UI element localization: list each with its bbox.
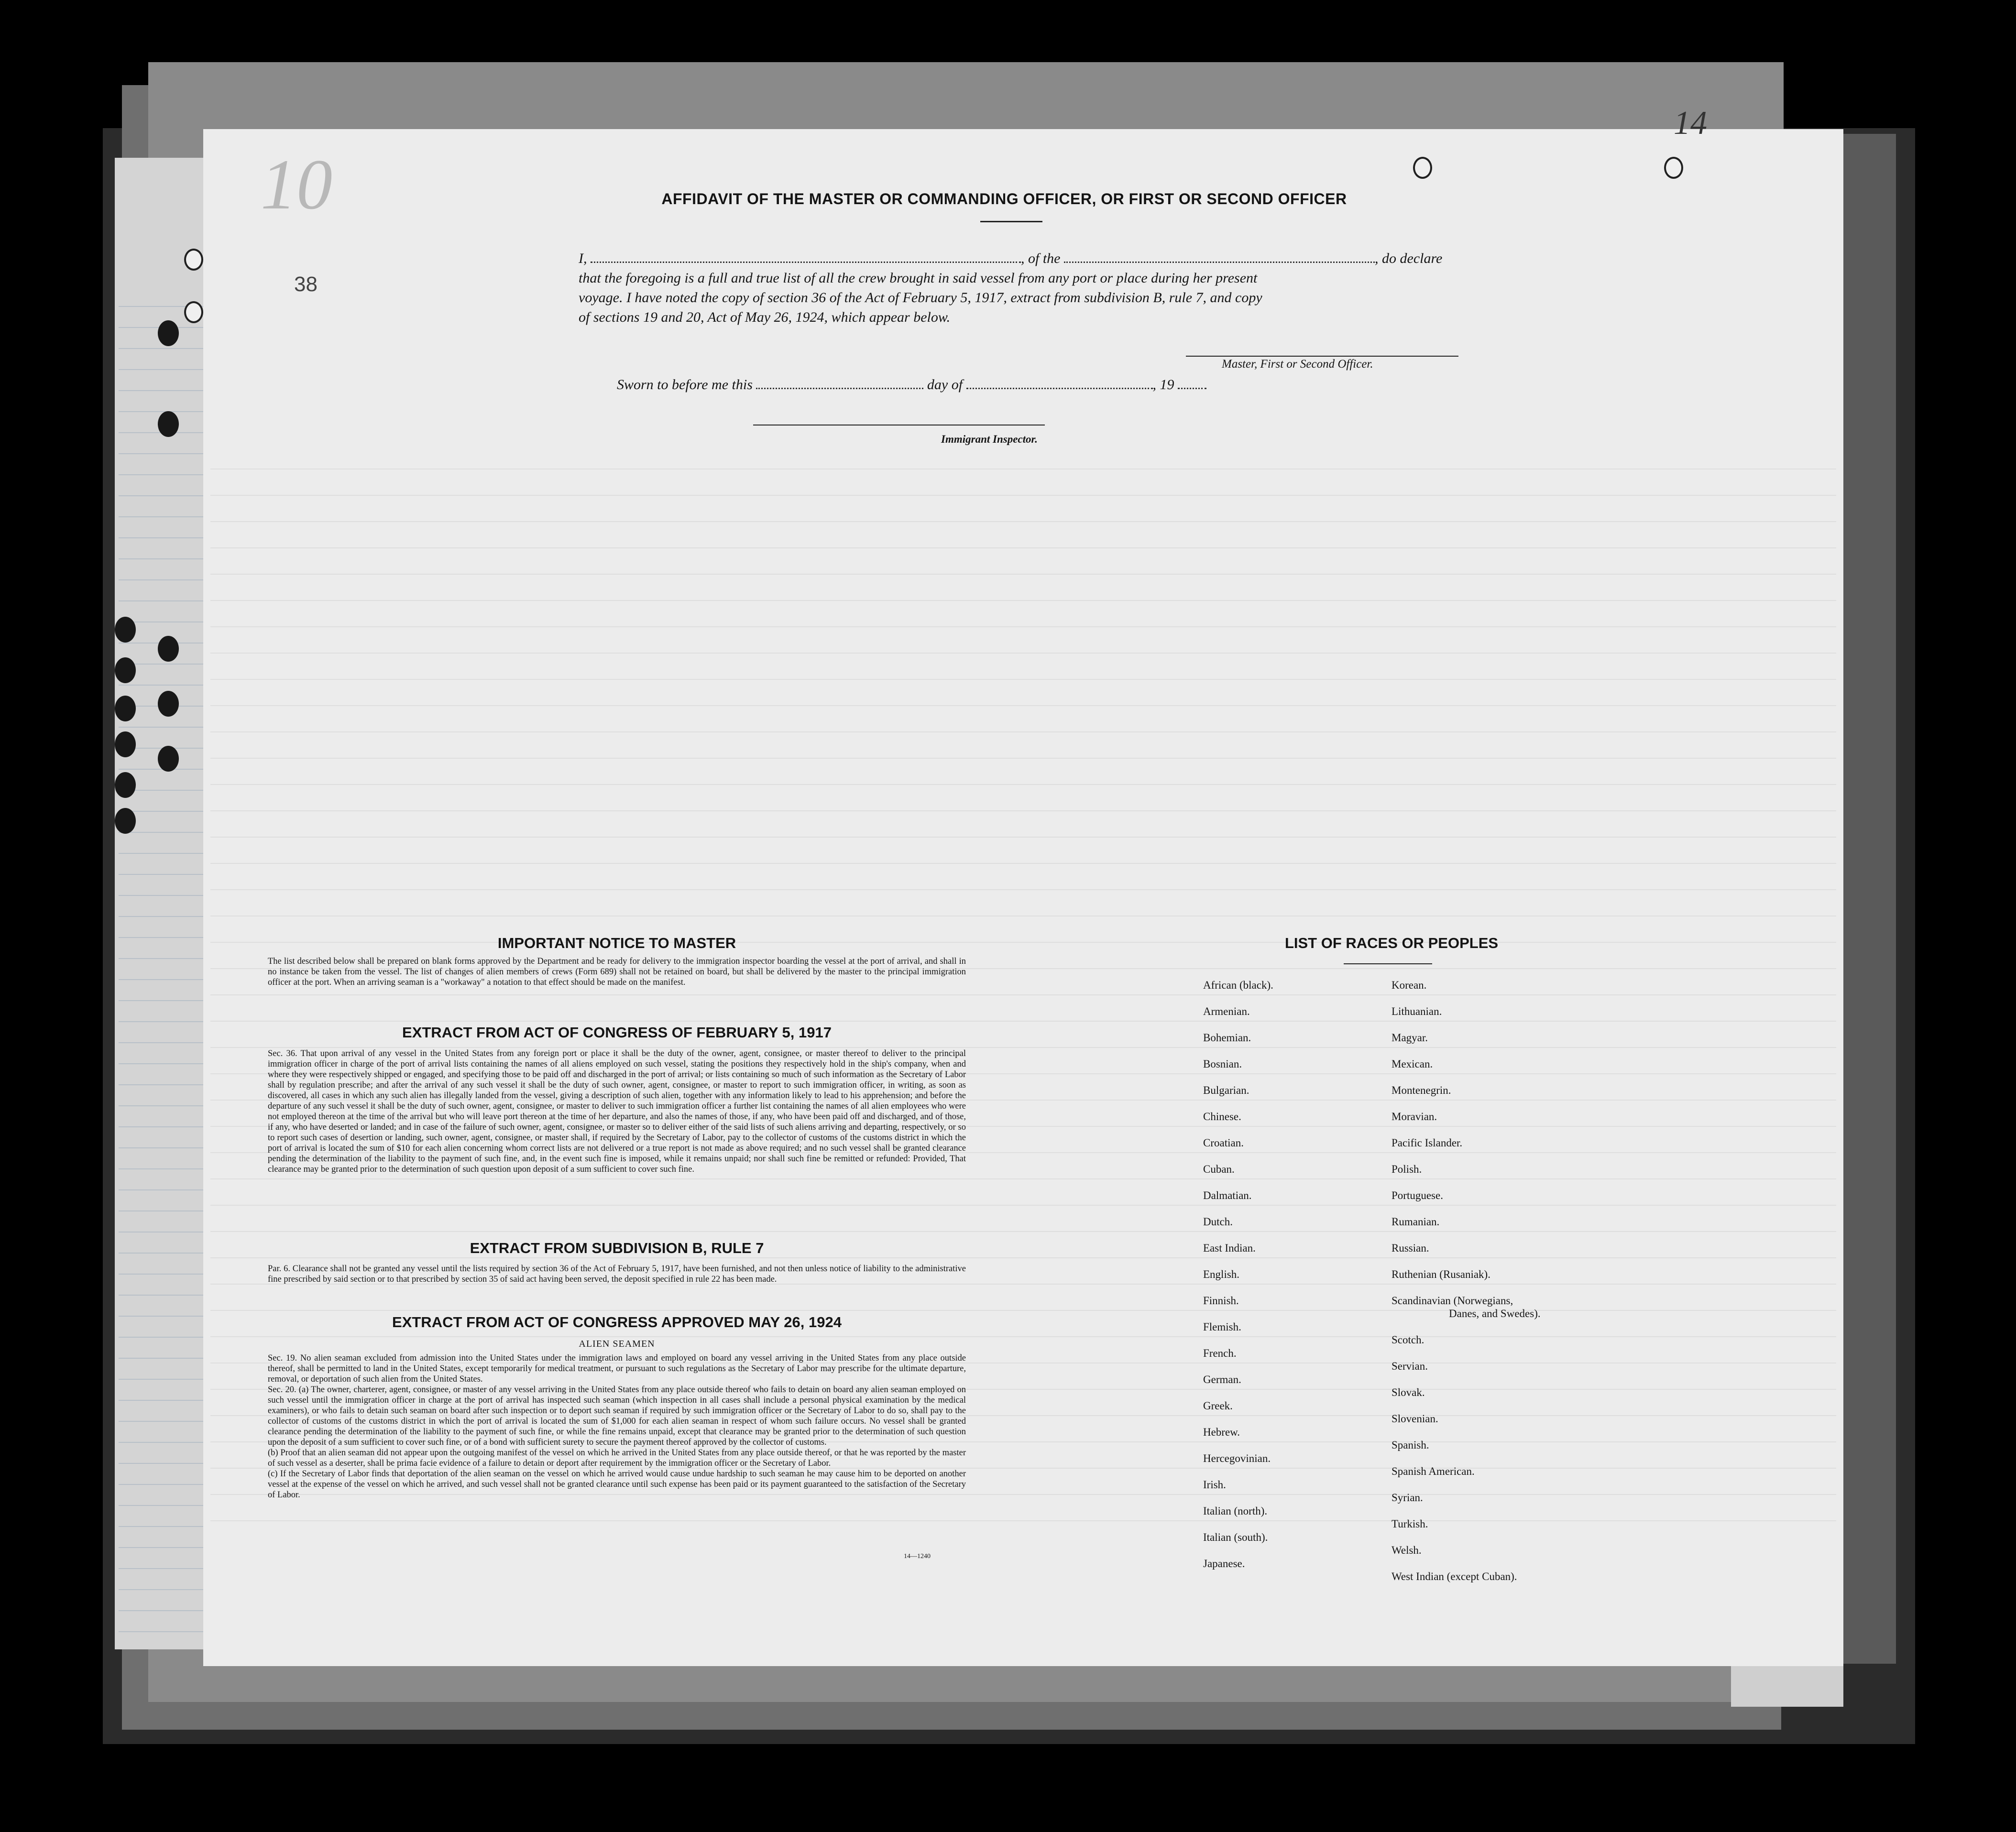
ghost-row-line — [210, 1047, 1836, 1048]
ghost-row-line — [210, 994, 1836, 995]
affidavit-declaration — [579, 249, 1492, 327]
races-underline — [1344, 963, 1432, 964]
ghost-row-line — [210, 810, 1836, 811]
punch-hole-icon — [158, 411, 179, 437]
rule7-text: Par. 6. Clearance shall not be granted any vessel until the lists required by section 36 of the Act of February 5, 1917, have been furnished, and not then unless notice of liability to the administrative fine prescribed by said section or to that prescribed by section 35 of said act having been served, the deposit specified in rule 22 has been made. — [268, 1264, 966, 1284]
rule7-title: EXTRACT FROM SUBDIVISION B, RULE 7 — [470, 1240, 764, 1256]
handwritten-page-number: 10 — [261, 145, 332, 224]
race-entry: Slovenian. — [1391, 1413, 1438, 1425]
race-entry: Dalmatian. — [1203, 1189, 1252, 1201]
ghost-row-line — [210, 863, 1836, 864]
ghost-row-line — [210, 495, 1836, 496]
race-entry: Danes, and Swedes). — [1449, 1308, 1541, 1319]
notice-body — [268, 956, 966, 988]
race-entry: Montenegrin. — [1391, 1084, 1451, 1096]
ghost-row-line — [210, 837, 1836, 838]
race-entry: Scotch. — [1391, 1334, 1424, 1346]
race-entry: Spanish. — [1391, 1439, 1429, 1451]
ghost-row-line — [210, 600, 1836, 601]
declaration-of-the: , of the — [1021, 251, 1061, 266]
race-entry: Croatian. — [1203, 1137, 1244, 1149]
shadow-right-edge — [1843, 134, 1896, 1664]
declaration-line-3: voyage. I have noted the copy of section 36 of the Act of February 5, 1917, extract from subdivision B, rule 7, and copy — [579, 290, 1262, 305]
ghost-row-line — [210, 679, 1836, 680]
race-entry: Lithuanian. — [1391, 1005, 1442, 1017]
sec20b-text: (b) Proof that an alien seaman did not appear upon the outgoing manifest of the vessel on which he arrived in the United States from any place outside thereof, or that he was reported by the master of such vessel as a deserter, shall be prima facie evidence of a failure to detain or deport after requirement by the immigration officer or the Secretary of Labor. — [268, 1448, 966, 1468]
officer-name-blank[interactable] — [591, 262, 1021, 263]
sworn-label: Sworn to before me this — [617, 377, 753, 393]
race-entry: Magyar. — [1391, 1032, 1428, 1044]
race-entry: Finnish. — [1203, 1295, 1239, 1307]
punch-hole-icon — [115, 657, 136, 683]
vessel-name-blank[interactable] — [1064, 262, 1375, 263]
extract-1917-title: EXTRACT FROM ACT OF CONGRESS OF FEBRUARY 5, 1917 — [402, 1024, 832, 1041]
race-entry: Turkish. — [1391, 1518, 1428, 1530]
notice-title: IMPORTANT NOTICE TO MASTER — [497, 935, 736, 951]
race-entry: Portuguese. — [1391, 1189, 1443, 1201]
inspector-label: Immigrant Inspector. — [941, 433, 1038, 445]
sworn-date-blank[interactable] — [756, 388, 923, 389]
race-entry: Korean. — [1391, 979, 1427, 991]
sworn-month-blank[interactable] — [966, 388, 1153, 389]
race-entry: Italian (south). — [1203, 1531, 1268, 1543]
ghost-row-line — [210, 889, 1836, 890]
sec20a-text: Sec. 20. (a) The owner, charterer, agent, consignee, or master of any vessel arriving in the United States from any place outside thereof who fails to detain on board any alien seaman employed on such vessel until the immigration officer in charge at the port of arrival has inspected such seaman (which inspection in all cases shall include a personal physical examination by the medical examiners), or who fails to detain such seaman on board after such inspection or to deport such seaman if required by such immigration officer or the Secretary of Labor to do so, shall pay to the collector of customs of the customs district in which the port of arrival is located the sum of $1,000 for each alien seaman in respect of whom such failure occurs. No vessel shall be granted clearance pending the determination of the liability to the payment of such fine, or while the fine remains unpaid, except that clearance may be granted prior to the determination of such question upon the deposit of a sum sufficient to cover such fine, or of a bond with sufficient surety to secure the payment thereof approved by the collector of customs. — [268, 1385, 966, 1447]
ghost-row-line — [210, 521, 1836, 522]
notice-text: The list described below shall be prepared on blank forms approved by the Department and be ready for delivery to the immigration inspector boarding the vessel at the port of arrival, and shall in no instance be taken from the vessel. The list of changes of alien members of crews (Form 689) shall not be retained on board, but shall be delivered by the master to the principal immigration officer at the port. When an arriving seaman is a "workaway" a notation to that effect should be made on the manifest. — [268, 957, 966, 987]
race-entry: Italian (north). — [1203, 1505, 1268, 1517]
sec20c-text: (c) If the Secretary of Labor finds that deportation of the alien seaman on the vessel on which he arrived would cause undue hardship to such seaman he may cause him to be deported on another vessel at the expense of the vessel on which he arrived, and such vessel shall not be granted clearance until such expense has been paid or its payment guaranteed to the satisfaction of the Secretary of Labor. — [268, 1469, 966, 1500]
ghost-row-line — [210, 1257, 1836, 1258]
affidavit-title: AFFIDAVIT OF THE MASTER OR COMMANDING OFFICER, OR FIRST OR SECOND OFFICER — [661, 190, 1347, 207]
sworn-day-label: day of — [927, 377, 963, 393]
punch-hole-icon — [158, 691, 179, 717]
race-entry: Irish. — [1203, 1479, 1226, 1491]
ghost-row-line — [210, 1231, 1836, 1232]
declaration-do-declare: , do declare — [1375, 251, 1443, 266]
ghost-row-line — [210, 1310, 1836, 1311]
declaration-line-2: that the foregoing is a full and true list of all the crew brought in said vessel from any port or place during her present — [579, 270, 1258, 286]
race-entry: Slovak. — [1391, 1386, 1425, 1398]
race-entry: Chinese. — [1203, 1111, 1241, 1123]
race-entry: Bohemian. — [1203, 1032, 1251, 1044]
race-entry: West Indian (except Cuban). — [1391, 1570, 1517, 1582]
ghost-row-line — [210, 705, 1836, 706]
ghost-row-line — [210, 1021, 1836, 1022]
extract-1924-title: EXTRACT FROM ACT OF CONGRESS APPROVED MAY 26, 1924 — [392, 1314, 842, 1330]
ghost-row-line — [210, 731, 1836, 732]
ghost-row-line — [210, 1205, 1836, 1206]
race-entry: Hercegovinian. — [1203, 1452, 1271, 1464]
race-entry: Scandinavian (Norwegians, — [1391, 1295, 1513, 1307]
sworn-line — [617, 377, 1206, 393]
race-entry: Cuban. — [1203, 1163, 1235, 1175]
punch-hole-icon — [158, 636, 179, 662]
declaration-line-4: of sections 19 and 20, Act of May 26, 1924, which appear below. — [579, 309, 951, 325]
binder-ring-icon — [184, 301, 203, 323]
race-entry: Spanish American. — [1391, 1465, 1475, 1477]
race-entry: Armenian. — [1203, 1005, 1250, 1017]
race-entry: Pacific Islander. — [1391, 1137, 1463, 1149]
ghost-row-line — [210, 1178, 1836, 1179]
ghost-row-line — [210, 758, 1836, 759]
race-entry: Flemish. — [1203, 1321, 1241, 1333]
race-entry: Ruthenian (Rusaniak). — [1391, 1268, 1490, 1280]
punch-hole-icon — [115, 808, 136, 834]
race-entry: East Indian. — [1203, 1242, 1256, 1254]
race-entry: Welsh. — [1391, 1544, 1422, 1556]
ghost-row-line — [210, 574, 1836, 575]
sworn-year-blank[interactable] — [1178, 388, 1206, 389]
race-entry: African (black). — [1203, 979, 1273, 991]
race-entry: Moravian. — [1391, 1111, 1437, 1123]
punch-hole-icon — [115, 731, 136, 757]
master-label: Master, First or Second Officer. — [1222, 358, 1373, 371]
ghost-row-line — [210, 1336, 1836, 1337]
race-entry: English. — [1203, 1268, 1240, 1280]
binder-ring-icon — [184, 249, 203, 271]
race-entry: Polish. — [1391, 1163, 1422, 1175]
ghost-row-line — [210, 626, 1836, 627]
binder-ring-icon — [1664, 157, 1683, 179]
handwritten-corner-number: 14 — [1674, 105, 1707, 142]
binder-ring-icon — [1413, 157, 1432, 179]
declaration-i: I, — [579, 251, 587, 266]
race-entry: German. — [1203, 1374, 1241, 1385]
sec19-text: Sec. 19. No alien seaman excluded from admission into the United States under the immigration laws and employed on board any vessel arriving in the United States from any place outside thereof, shall be permitted to land in the United States, except temporarily for medical treatment, or pursuant to such regulations as the Secretary of Labor may prescribe for the ultimate departure, removal, or deportation of such alien from the United States. — [268, 1353, 966, 1384]
race-entry: Mexican. — [1391, 1058, 1433, 1070]
sworn-year-label: , 19 — [1152, 377, 1174, 393]
title-underline — [980, 221, 1042, 222]
race-entry: Bulgarian. — [1203, 1084, 1249, 1096]
ghost-row-line — [210, 653, 1836, 654]
rule7-body — [268, 1264, 966, 1285]
alien-seamen-subtitle: ALIEN SEAMEN — [579, 1339, 655, 1349]
race-entry: Russian. — [1391, 1242, 1429, 1254]
extract-1924-body — [268, 1353, 966, 1500]
race-entry: Bosnian. — [1203, 1058, 1242, 1070]
extract-1917-body — [268, 1048, 966, 1175]
ghost-row-line — [210, 1520, 1836, 1521]
punch-hole-icon — [115, 617, 136, 643]
stamped-number: 38 — [294, 273, 318, 296]
race-entry: Hebrew. — [1203, 1426, 1240, 1438]
ghost-row-line — [210, 547, 1836, 548]
race-entry: Syrian. — [1391, 1492, 1423, 1504]
races-title: LIST OF RACES OR PEOPLES — [1284, 935, 1499, 951]
punch-hole-icon — [115, 696, 136, 721]
race-entry: Dutch. — [1203, 1216, 1233, 1228]
race-entry: French. — [1203, 1347, 1237, 1359]
race-entry: Greek. — [1203, 1400, 1233, 1412]
ghost-row-line — [210, 784, 1836, 785]
extract-1917-text: Sec. 36. That upon arrival of any vessel in the United States from any foreign port or place it shall be the duty of the owner, agent, consignee, or master thereof to deliver to the principal immigration officer in charge of the port of arrival lists containing the names of all aliens employed on such vessel, stating the positions they respectively hold in the ship's company, when and where they were respectively shipped or engaged, and specifying those to be paid off and discharged in the port of arrival; or lists containing so much of such information as the Secretary of Labor shall by regulation prescribe; and after the arrival of any such vessel it shall be the duty of such owner, agent, consignee, or master to report to such immigration officer, in writing, as soon as discovered, all cases in which any such alien has illegally landed from the vessel, giving a description of such alien, together with any information likely to lead to his apprehension; and before the departure of any such vessel it shall be the duty of such owner, agent, consignee, or master to deliver to such immigration officer a further list containing the names of all alien employees who were not employed thereon at the time of the arrival but who will leave port thereon at the time of her departure, and also the names of those, if any, who have been paid off and discharged, and of those, if any, who have deserted or landed; and in case of the failure of such owner, agent, consignee, or master so to deliver either of the said lists of such aliens arriving and departing, respectively, or so to report such cases of desertion or landing, such owner, agent, consignee, or master shall, if required by the Secretary of Labor, pay to the collector of customs of the customs district in which the port of arrival is located the sum of $10 for each alien concerning whom correct lists are not delivered or a true report is not made as above required; and no such vessel shall be granted clearance pending the determination of the liability to the payment of such fine, and, in the event such fine is imposed, while it remains unpaid; nor shall such fine be remitted or refunded: Provided, That clearance may be granted prior to the determination of such question upon deposit of a sum sufficient to cover such fine. — [268, 1049, 966, 1174]
form-number: 14—1240 — [904, 1553, 931, 1560]
punch-hole-icon — [158, 746, 179, 772]
punch-hole-icon — [158, 320, 179, 346]
race-entry: Servian. — [1391, 1360, 1428, 1372]
master-signature-line[interactable] — [1186, 356, 1458, 357]
race-entry: Japanese. — [1203, 1558, 1245, 1570]
race-entry: Rumanian. — [1391, 1216, 1440, 1228]
punch-hole-icon — [115, 772, 136, 798]
